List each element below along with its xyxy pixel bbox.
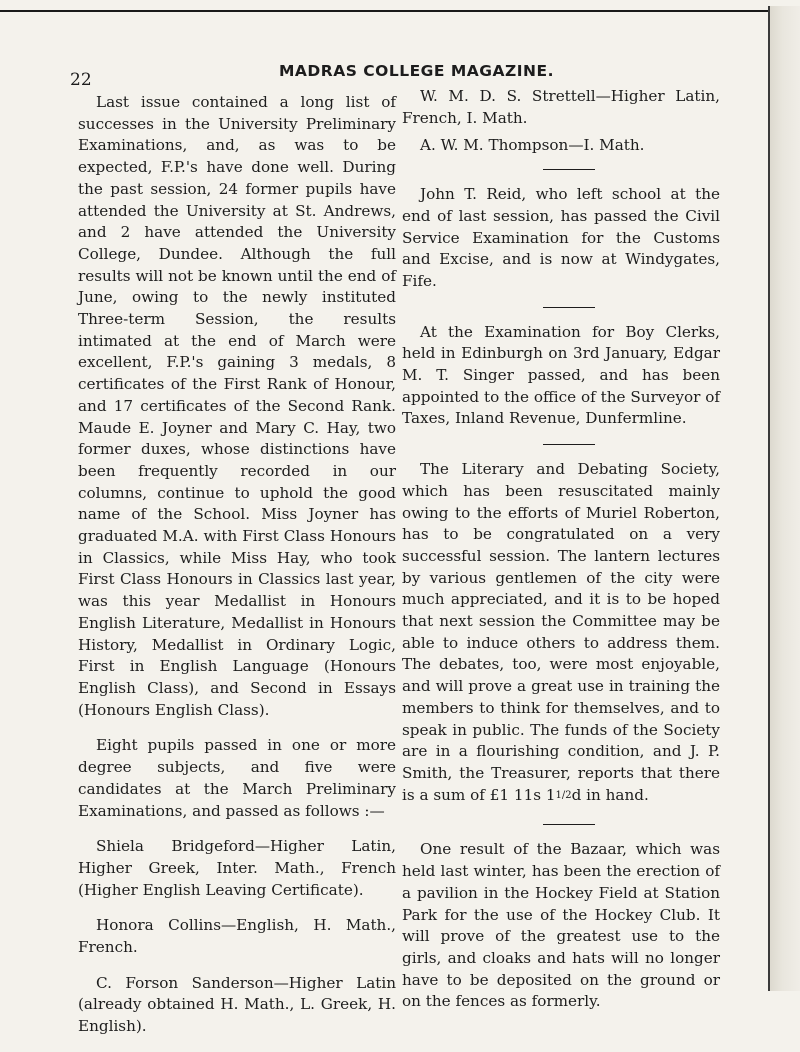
result-entry-thompson: A. W. M. Thompson—I. Math.: [420, 136, 645, 155]
right-column: [402, 86, 720, 1027]
paragraph-bazaar: One result of the Bazaar, which was held last winter, has been the erection of a pavilion in the Hockey Field at Station Park for the use of the Hockey Club. It will prove of the greatest use to the girls, and cloaks and hats will no longer have to be deposited on the ground or on the fences as formerly.: [402, 840, 720, 1011]
separator-rule: [543, 444, 595, 445]
paragraph-reid: John T. Reid, who left school at the end of last session, has passed the Civil Service Examination for the Customs and Excise, and is now at Windygates, Fife.: [402, 185, 720, 290]
separator-rule: [543, 824, 595, 825]
running-title: MADRAS COLLEGE MAGAZINE.: [279, 62, 554, 80]
paragraph-singer: At the Examination for Boy Clerks, held in Edinburgh on 3rd January, Edgar M. T. Singer passed, and has been appointed to the office of the Surveyor of Taxes, Inland Revenue, Dunfermline.: [402, 322, 720, 428]
result-entry-collins: Honora Collins—English, H. Math., French.: [78, 916, 396, 957]
fraction-half: 1/2: [555, 789, 572, 801]
left-column: [78, 92, 396, 1052]
separator-rule: [543, 307, 595, 308]
page-number: 22: [70, 70, 92, 90]
separator-rule: [543, 169, 595, 170]
result-entry-strettell: W. M. D. S. Strettell—Higher Latin, French, I. Math.: [402, 87, 720, 127]
society-text: The Literary and Debating Society, which has been resuscitated mainly owing to the efforts of Muriel Roberton, has to be congratulated on a very successful session. The lantern lectures by various gentlemen of the city were much appreciated, and it is to be hoped that next session the Committee may be able to induce others to address them. The debates, too, were most enjoyable, and will prove a great use in training the members to think for themselves, and to speak in public. The funds of the Society are in a flourishing condition, and J. P. Smith, the Treasurer, reports that there is a sum of £1 11s 1: [402, 460, 720, 804]
page-edge: [768, 6, 800, 991]
top-rule: [0, 10, 770, 12]
paragraph-university-results: Last issue contained a long list of successes in the University Preliminary Examinations, and, as was to be expected, F.P.'s have done well. During the past session, 24 former pupils have attended the University at St. Andrews, and 2 have attended the University College, Dundee. Although the full results will not be known until the end of June, owing to the newly instituted Three-term Session, the results intimated at the end of March were excellent, F.P.'s gaining 3 medals, 8 certificates of the First Rank of Honour, and 17 certificates of the Second Rank. Maude E. Joyner and Mary C. Hay, two former duxes, whose distinctions have been frequently recorded in our columns, continue to uphold the good name of the School. Miss Joyner has graduated M.A. with First Class Honours in Classics, while Miss Hay, who took First Class Honours in Classics last year, was this year Medallist in Honours English Literature, Medallist in Honours History, Medallist in Ordinary Logic, First in English Language (Honours English Class), and Second in Essays (Honours English Class).: [78, 93, 396, 719]
paragraph-degree-subjects: Eight pupils passed in one or more degree subjects, and five were candidates at the March Preliminary Examinations, and passed as follows :—: [78, 736, 396, 820]
society-text-end: d in hand.: [571, 785, 649, 804]
paragraph-debating-society: [402, 459, 720, 806]
result-entry-bridgeford: Shiela Bridgeford—Higher Latin, Higher Greek, Inter. Math., French (Higher English Leaving Certificate).: [78, 837, 396, 899]
result-entry-sanderson: C. Forson Sanderson—Higher Latin (already obtained H. Math., L. Greek, H. English).: [78, 973, 396, 1036]
